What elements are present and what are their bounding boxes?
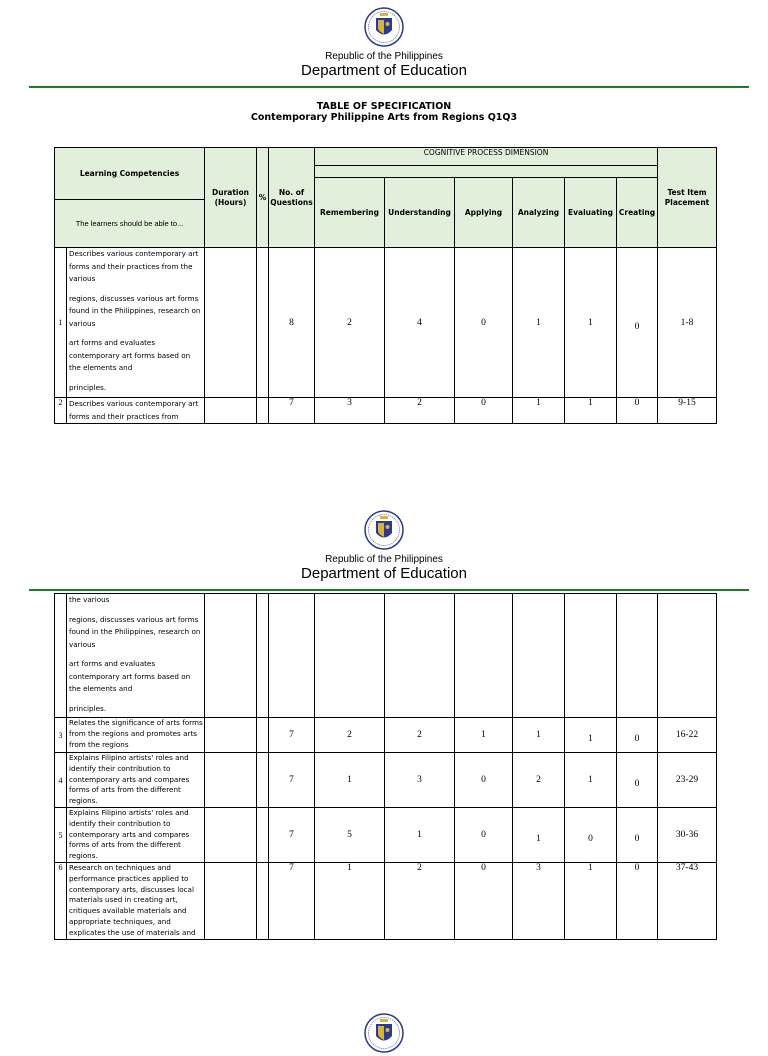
remembering-cell [315,594,385,718]
duration-cell [205,753,257,808]
desc-line: regions, discusses various art forms found in the Philippines, research on various [69,614,201,649]
table-row [55,594,717,718]
placement-cell: 30-36 [658,808,717,863]
questions-cell: 7 [269,398,315,424]
table-row [55,718,717,753]
questions-header: No. of Questions [269,148,315,248]
header-rule [29,589,749,591]
percent-header: % [257,148,269,248]
desc-line: art forms and evaluates contemporary art forms based on the elements and [69,338,191,372]
analyzing-cell [513,594,565,718]
evaluating-cell: 1 [565,753,617,808]
questions-cell [269,594,315,718]
applying-header: Applying [455,178,513,248]
row-index: 4 [55,753,67,808]
deped-seal-icon [364,507,404,553]
analyzing-cell: 1 [513,718,565,753]
questions-cell: 7 [269,718,315,753]
table-row [55,863,717,940]
questions-cell: 7 [269,863,315,940]
remembering-header: Remembering [315,178,385,248]
placement-cell: 16-22 [658,718,717,753]
competency-description: Relates the significance of arts forms from the regions and promotes arts from the regions [67,718,205,753]
applying-cell [455,594,513,718]
desc-line: principles. [69,703,107,713]
competency-description: Research on techniques and performance practices applied to contemporary arts, discusses local materials used in creating art, critiques available materials and appropriate techniques, and explicates the use of materials and [67,863,205,940]
deped-seal-icon [364,1010,404,1056]
creating-header: Creating [617,178,658,248]
understanding-cell: 4 [385,248,455,398]
percent-cell [257,863,269,940]
applying-cell: 0 [455,863,513,940]
document-title: TABLE OF SPECIFICATION [316,101,452,112]
placement-header: Test Item Placement [658,148,717,248]
questions-cell: 7 [269,808,315,863]
analyzing-cell: 1 [513,248,565,398]
remembering-cell: 3 [315,398,385,424]
understanding-cell: 2 [385,718,455,753]
remembering-cell: 2 [315,718,385,753]
evaluating-cell [565,594,617,718]
department-title: Department of Education [301,565,467,582]
remembering-cell: 1 [315,863,385,940]
analyzing-header: Analyzing [513,178,565,248]
percent-cell [257,808,269,863]
row-index: 6 [55,863,67,940]
learning-competencies-header: Learning Competencies [55,148,205,200]
applying-cell: 0 [455,753,513,808]
row-index: 1 [55,248,67,398]
understanding-cell: 1 [385,808,455,863]
desc-line: art forms and evaluates contemporary art forms based on the elements and [69,659,191,693]
creating-cell [617,594,658,718]
department-title: Department of Education [301,62,467,79]
duration-cell [205,863,257,940]
understanding-cell: 2 [385,398,455,424]
applying-cell: 1 [455,718,513,753]
remembering-cell: 1 [315,753,385,808]
creating-cell: 0 [617,808,658,863]
desc-line: Describes various contemporary art forms and their practices from the various [69,249,199,283]
duration-cell [205,594,257,718]
evaluating-cell: 0 [565,808,617,863]
republic-label: Republic of the Philippines [325,554,443,565]
remembering-cell: 5 [315,808,385,863]
competency-description: Explains Filipino artists' roles and identify their contribution to contemporary arts and compares forms of arts from the different regions. [67,808,205,863]
document-subtitle: Contemporary Philippine Arts from Regions Q1Q3 [250,112,518,123]
creating-cell: 0 [617,248,658,398]
remembering-cell: 2 [315,248,385,398]
creating-cell: 0 [617,863,658,940]
duration-cell [205,718,257,753]
competency-description: Describes various contemporary art forms and their practices from [67,398,205,424]
duration-cell [205,808,257,863]
placement-cell: 1-8 [658,248,717,398]
percent-cell [257,753,269,808]
duration-header: Duration (Hours) [205,148,257,248]
row-index: 3 [55,718,67,753]
placement-cell [658,594,717,718]
understanding-cell: 3 [385,753,455,808]
understanding-header: Understanding [385,178,455,248]
understanding-cell: 2 [385,863,455,940]
cognitive-header: COGNITIVE PROCESS DIMENSION [315,148,658,166]
analyzing-cell: 3 [513,863,565,940]
percent-cell [257,718,269,753]
row-index: 2 [55,398,67,424]
analyzing-cell: 2 [513,753,565,808]
placement-cell: 9-15 [658,398,717,424]
tos-table-page-2 [54,593,717,940]
creating-cell: 0 [617,753,658,808]
competency-description: Explains Filipino artists' roles and identify their contribution to contemporary arts and compares forms of arts from the different regions. [67,753,205,808]
evaluating-header: Evaluating [565,178,617,248]
competency-description [67,594,205,718]
placement-cell: 37-43 [658,863,717,940]
applying-cell: 0 [455,808,513,863]
analyzing-cell: 1 [513,808,565,863]
desc-line: the various [69,595,110,604]
creating-cell: 0 [617,398,658,424]
desc-line: principles. [69,382,107,392]
analyzing-cell: 1 [513,398,565,424]
row-index [55,594,67,718]
evaluating-cell: 1 [565,398,617,424]
percent-cell [257,594,269,718]
desc-line: regions, discusses various art forms found in the Philippines, research on various [69,293,201,328]
applying-cell: 0 [455,398,513,424]
row-index: 5 [55,808,67,863]
questions-cell: 8 [269,248,315,398]
placement-cell: 23-29 [658,753,717,808]
table-row [55,753,717,808]
table-row [55,808,717,863]
republic-label: Republic of the Philippines [325,51,443,62]
questions-cell: 7 [269,753,315,808]
applying-cell: 0 [455,248,513,398]
learners-should-label: The learners should be able to... [55,200,205,248]
creating-cell: 0 [617,718,658,753]
evaluating-cell: 1 [565,863,617,940]
evaluating-cell: 1 [565,248,617,398]
evaluating-cell: 1 [565,718,617,753]
understanding-cell [385,594,455,718]
